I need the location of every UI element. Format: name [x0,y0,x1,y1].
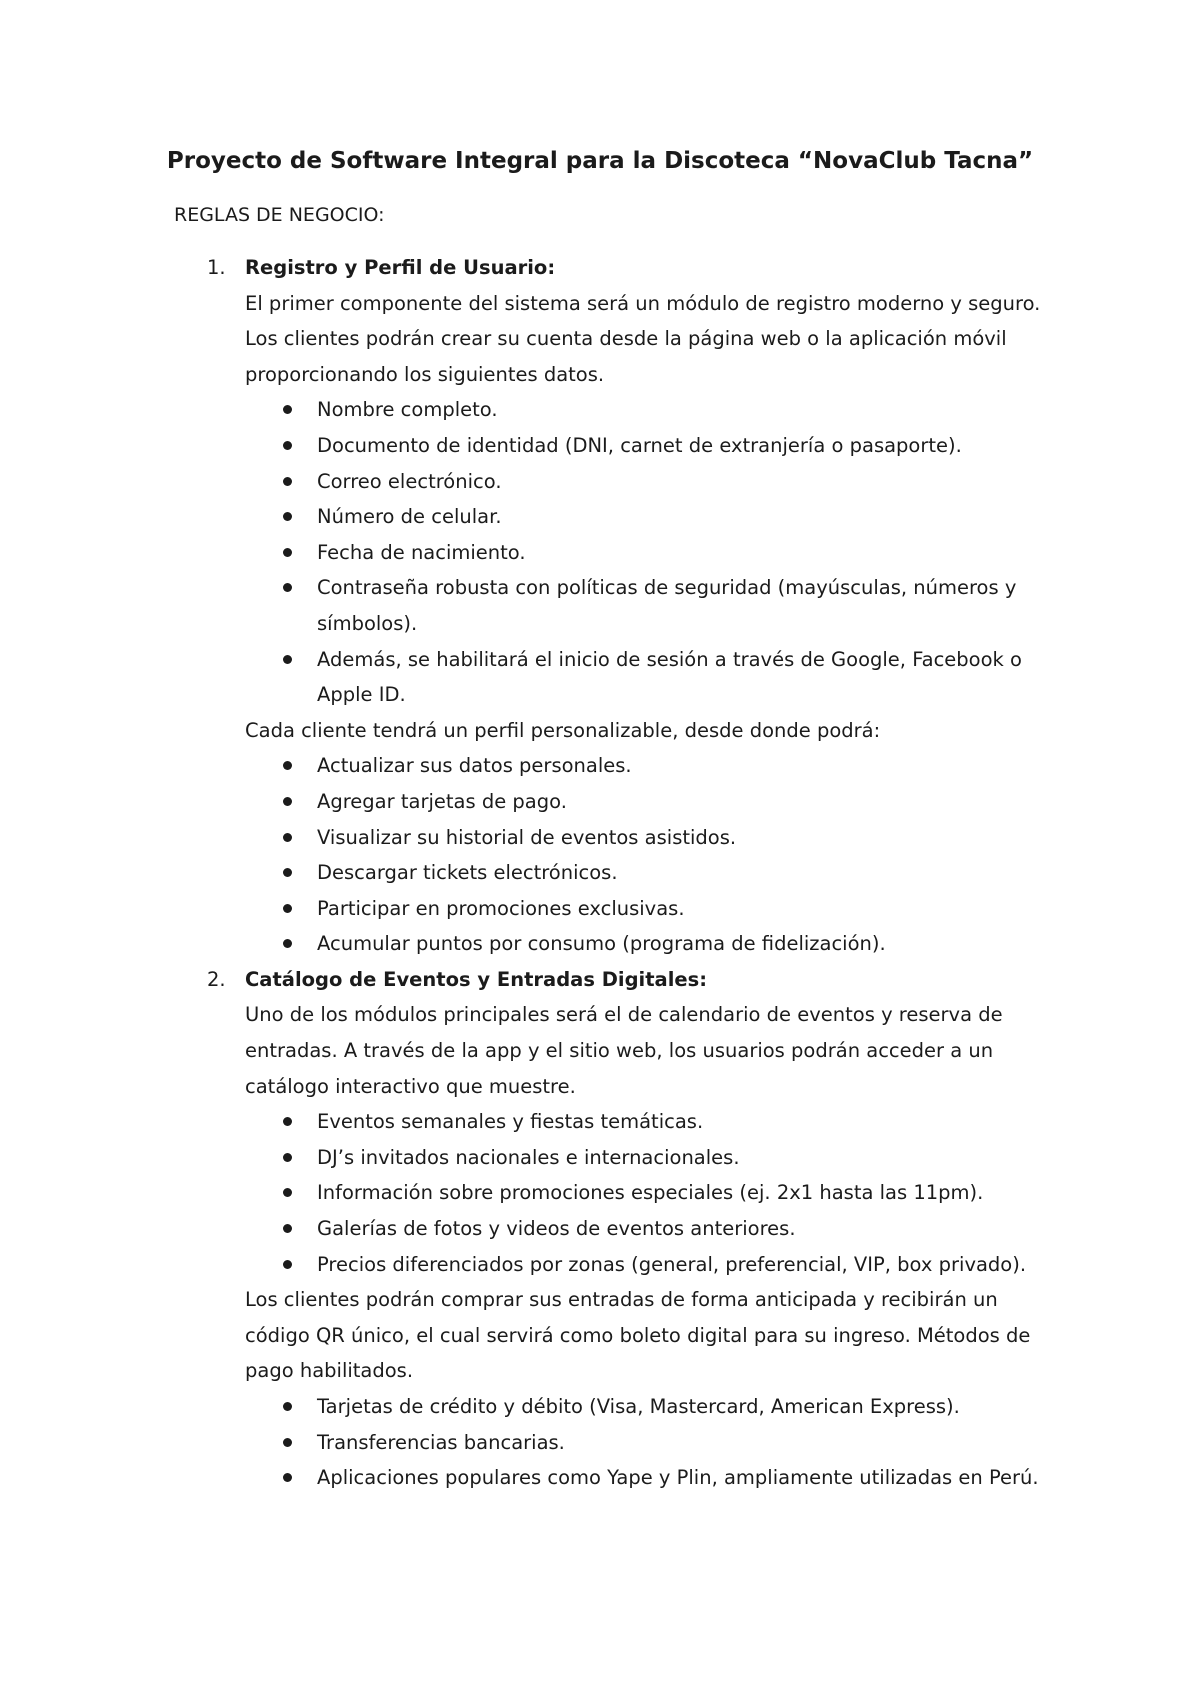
bullet-item [317,748,1047,784]
bullet-icon [283,477,292,486]
bullet-text: Eventos semanales y fiestas temáticas. [317,1110,704,1134]
section-label: REGLAS DE NEGOCIO: [174,204,385,226]
bullet-text: Contraseña robusta con políticas de seguridad (mayúsculas, números y símbolos). [317,576,1017,635]
bullet-icon [283,939,292,948]
bullet-text: Correo electrónico. [317,469,502,493]
bullet-text: Tarjetas de crédito y débito (Visa, Mastercard, American Express). [317,1395,960,1418]
bullet-text: Agregar tarjetas de pago. [317,789,567,813]
bullet-item [317,855,1047,891]
bullet-item [317,428,1047,464]
bullet-text: Información sobre promociones especiales (ej. 2x1 hasta las 11pm). [317,1181,984,1205]
bullet-item [317,642,1047,713]
item-number: 1. [207,256,226,279]
bullet-text: Transferencias bancarias. [317,1430,565,1454]
bullet-icon [283,868,292,877]
bullet-icon [283,1117,292,1126]
bullet-icon [283,405,292,414]
bullet-item [317,1175,1047,1211]
bullet-list [0,1104,1200,1282]
bullet-item [317,499,1047,535]
bullet-item [317,1425,1047,1461]
bullet-text: Aplicaciones populares como Yape y Plin, ampliamente utilizadas en Perú. [317,1466,1039,1490]
bullet-text: Documento de identidad (DNI, carnet de extranjería o pasaporte). [317,433,962,457]
bullet-icon [283,1153,292,1162]
bullet-item [317,535,1047,571]
bullet-icon [283,833,292,842]
bullet-text: Participar en promociones exclusivas. [317,896,685,920]
document-title: Proyecto de Software Integral para la Discoteca “NovaClub Tacna” [166,148,1034,174]
bullet-item [317,570,1047,641]
bullet-item [317,464,1047,500]
bullet-icon [283,1224,292,1233]
item-intro-paragraph: El primer componente del sistema será un módulo de registro moderno y seguro. Los clientes podrán crear su cuenta desde la página web o la aplicación móvil proporcionando los siguientes datos. [245,291,1041,386]
bullet-item [317,1460,1047,1496]
bullet-item [317,926,1047,962]
bullet-text: Precios diferenciados por zonas (general, preferencial, VIP, box privado). [317,1252,1027,1276]
bullet-icon [283,1473,292,1482]
bullet-icon [283,1402,292,1411]
bullet-text: Fecha de nacimiento. [317,540,526,564]
bullet-icon [283,441,292,450]
item-heading: Catálogo de Eventos y Entradas Digitales: [245,967,708,991]
bullet-text: Descargar tickets electrónicos. [317,861,618,885]
bullet-icon [283,548,292,557]
item-middle-paragraph: Los clientes podrán comprar sus entradas de forma anticipada y recibirán un código QR único, el cual servirá como boleto digital para su ingreso. Métodos de pago habilitados. [245,1288,1031,1383]
bullet-text: Visualizar su historial de eventos asistidos. [317,825,737,849]
bullet-icon [283,1188,292,1197]
bullet-list [0,748,1200,962]
bullet-icon [283,583,292,592]
bullet-item [317,1140,1047,1176]
bullet-text: DJ’s invitados nacionales e internacionales. [317,1145,740,1169]
bullet-icon [283,904,292,913]
item-heading: Registro y Perfil de Usuario: [245,256,556,279]
bullet-item [317,784,1047,820]
bullet-item [317,820,1047,856]
bullet-item [317,1247,1047,1283]
bullet-text: Nombre completo. [317,398,498,422]
bullet-icon [283,1438,292,1447]
bullet-icon [283,512,292,521]
bullet-icon [283,1260,292,1269]
bullet-text: Número de celular. [317,505,502,529]
bullet-text: Acumular puntos por consumo (programa de fidelización). [317,932,886,956]
bullet-text: Además, se habilitará el inicio de sesión a través de Google, Facebook o Apple ID. [317,647,1022,707]
item-number: 2. [207,967,226,991]
item-middle-paragraph: Cada cliente tendrá un perfil personalizable, desde donde podrá: [245,718,881,742]
item-intro-paragraph: Uno de los módulos principales será el de calendario de eventos y reserva de entradas. A través de la app y el sitio web, los usuarios podrán acceder a un catálogo interactivo que muestre. [245,1003,1003,1098]
list-item-registro [0,250,1200,962]
bullet-item [317,1211,1047,1247]
bullet-list [0,1389,1200,1496]
document-body [0,250,1200,1496]
bullet-item [317,891,1047,927]
bullet-item [317,1389,1047,1425]
bullet-list [0,392,1200,712]
bullet-item [317,1104,1047,1140]
list-item-catalogo [0,962,1200,1496]
bullet-item [317,392,1047,428]
bullet-icon [283,655,292,664]
bullet-icon [283,761,292,770]
bullet-icon [283,797,292,806]
bullet-text: Galerías de fotos y videos de eventos anteriores. [317,1217,796,1241]
bullet-text: Actualizar sus datos personales. [317,754,632,778]
